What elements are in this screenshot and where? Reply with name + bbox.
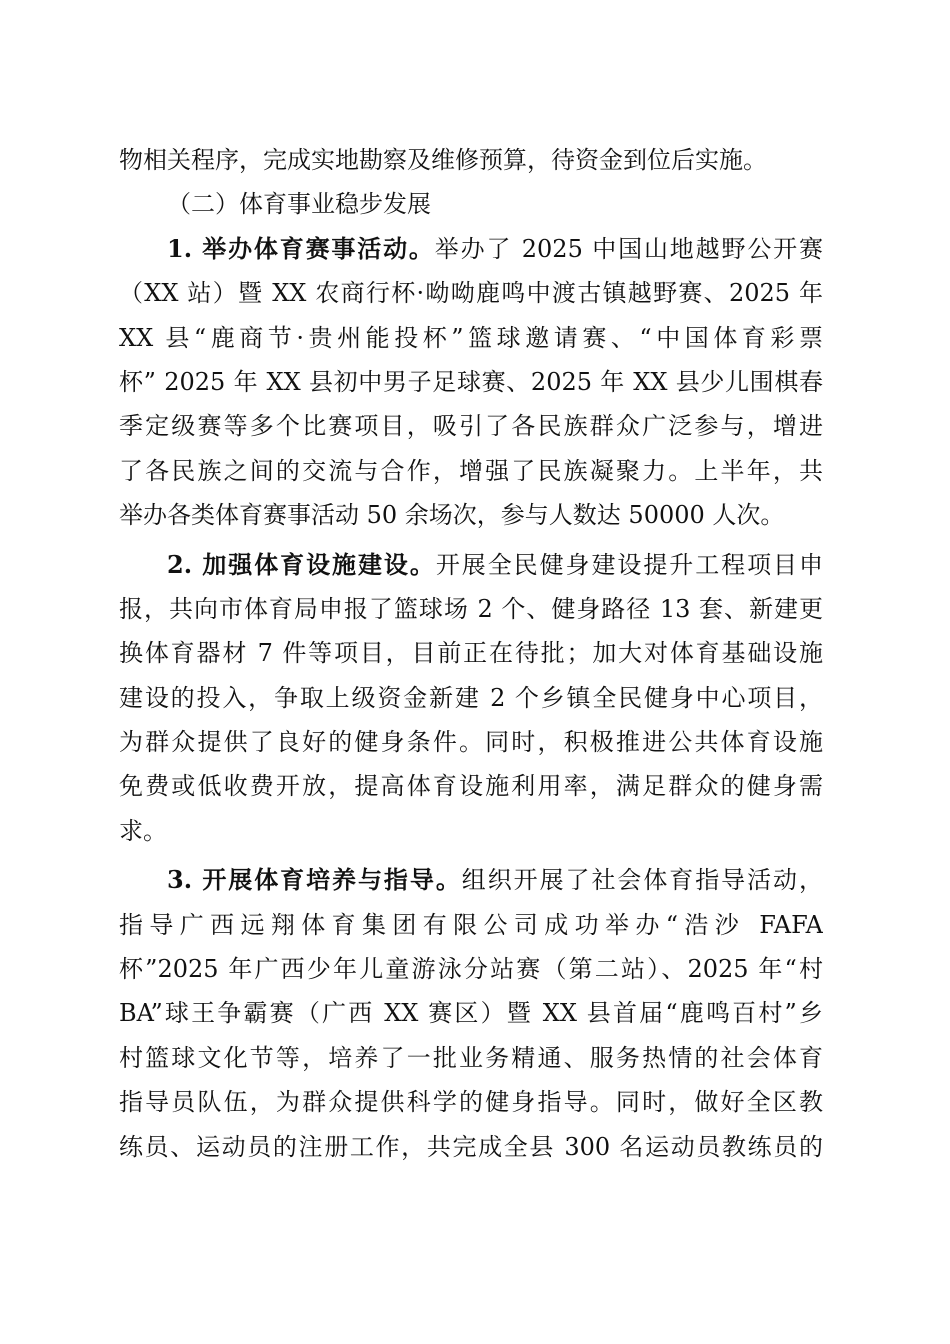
paragraph-first-line: 1. 举办体育赛事活动。举办了 2025 中国山地越野公开赛 [167, 233, 823, 263]
paragraph-continuation-line: 物相关程序，完成实地勘察及维修预算，待资金到位后实施。 [119, 146, 767, 174]
paragraph-line: 杯”2025 年广西少年儿童游泳分站赛（第二站）、2025 年“村 [119, 955, 823, 984]
paragraph-first-line: 3. 开展体育培养与指导。组织开展了社会体育指导活动， [167, 865, 823, 895]
paragraph-line: 免费或低收费开放，提高体育设施利用率，满足群众的健身需 [119, 772, 823, 801]
paragraph-line: BA”球王争霸赛（广西 XX 赛区）暨 XX 县首届“鹿鸣百村”乡 [119, 999, 823, 1028]
paragraph-sports-training [119, 858, 823, 1169]
paragraph-sports-facilities [119, 543, 823, 854]
paragraph-first-line: 2. 加强体育设施建设。开展全民健身建设提升工程项目申 [167, 549, 823, 579]
paragraph-title: 3. 开展体育培养与指导。 [167, 865, 462, 895]
paragraph-line: 报，共向市体育局申报了篮球场 2 个、健身路径 13 套、新建更 [119, 594, 823, 623]
paragraph-line: 练员、运动员的注册工作，共完成全县 300 名运动员教练员的 [119, 1132, 823, 1161]
section-heading: （二）体育事业稳步发展 [167, 190, 431, 219]
document-page [119, 138, 823, 1169]
paragraph-line: 为群众提供了良好的健身条件。同时，积极推进公共体育设施 [119, 728, 823, 757]
paragraph-line: 换体育器材 7 件等项目，目前正在待批；加大对体育基础设施 [119, 639, 823, 668]
paragraph-title: 1. 举办体育赛事活动。 [167, 233, 435, 263]
paragraph-line: 举办各类体育赛事活动 50 余场次，参与人数达 50000 人次。 [119, 501, 785, 530]
paragraph-line: （XX 站）暨 XX 农商行杯·呦呦鹿鸣中渡古镇越野赛、2025 年 [119, 279, 823, 308]
paragraph-line: 季定级赛等多个比赛项目，吸引了各民族群众广泛参与，增进 [119, 412, 823, 441]
paragraph-line: 村篮球文化节等，培养了一批业务精通、服务热情的社会体育 [119, 1043, 823, 1072]
paragraph-line: 了各民族之间的交流与合作，增强了民族凝聚力。上半年，共 [119, 456, 823, 485]
paragraph-line: 指导员队伍，为群众提供科学的健身指导。同时，做好全区教 [119, 1088, 823, 1117]
paragraph-title: 2. 加强体育设施建设。 [167, 549, 436, 579]
paragraph-line: 求。 [119, 816, 167, 845]
paragraph-sports-events [119, 227, 823, 538]
paragraph-line: 指导广西远翔体育集团有限公司成功举办“浩沙 FAFA [119, 910, 823, 939]
paragraph-line: XX 县“鹿商节·贵州能投杯”篮球邀请赛、“中国体育彩票 [119, 323, 823, 352]
paragraph-line: 杯” 2025 年 XX 县初中男子足球赛、2025 年 XX 县少儿围棋春 [119, 367, 823, 396]
paragraph-line: 建设的投入，争取上级资金新建 2 个乡镇全民健身中心项目， [119, 683, 823, 712]
